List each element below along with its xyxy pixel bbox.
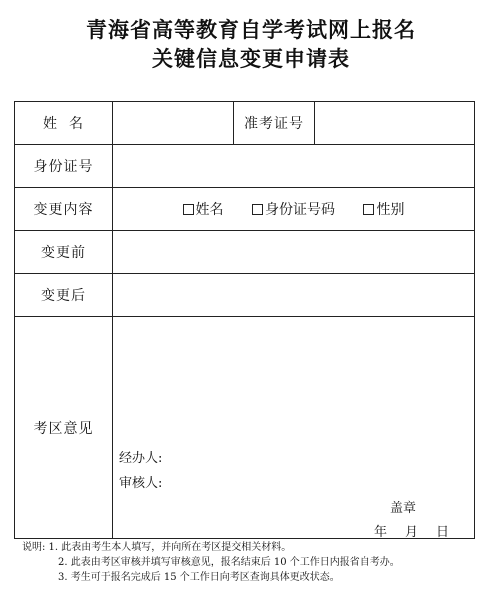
form-title-line1: 青海省高等教育自学考试网上报名: [86, 17, 416, 42]
name-field: [113, 102, 234, 145]
checkbox-gender: [363, 204, 374, 215]
checkbox-name: [183, 204, 194, 215]
option-gender: [363, 202, 404, 218]
after-change-field: [113, 274, 475, 317]
notes-section: [22, 540, 400, 585]
date-day-label: 日: [436, 525, 450, 540]
change-content-label: 变更内容: [15, 188, 113, 231]
before-change-label: 变更前: [15, 231, 113, 274]
note-line-1: 说明: 1. 此表由考生本人填写，并向所在考区提交相关材料。: [22, 542, 292, 553]
note-line-3: 3. 考生可于报名完成后 15 个工作日向考区查询具体更改状态。: [58, 572, 340, 583]
admission-number-field: [315, 102, 475, 145]
date-year-label: 年: [374, 525, 388, 540]
name-label: 姓 名: [15, 102, 113, 145]
opinion-field: [113, 317, 475, 539]
note-line-2: 2. 此表由考区审核并填写审核意见，报名结束后 10 个工作日内报省自考办。: [58, 557, 400, 568]
before-change-field: [113, 231, 475, 274]
option-id-number: [252, 202, 335, 218]
change-content-options: [113, 188, 475, 231]
id-number-label: 身份证号: [15, 145, 113, 188]
reviewer-label: 审核人:: [119, 476, 163, 491]
checkbox-id-number: [252, 204, 263, 215]
option-gender-label: 性别: [376, 202, 405, 218]
application-form-table: [14, 101, 475, 539]
seal-label: 盖章: [390, 501, 417, 516]
option-id-number-label: 身份证号码: [265, 202, 335, 218]
handler-label: 经办人:: [119, 451, 163, 466]
opinion-label: 考区意见: [15, 317, 113, 539]
option-name: [183, 202, 224, 218]
date-month-label: 月: [405, 525, 419, 540]
admission-number-label: 准考证号: [234, 102, 315, 145]
option-name-label: 姓名: [195, 202, 224, 218]
form-title-line2: 关键信息变更申请表: [152, 46, 350, 71]
id-number-field: [113, 145, 475, 188]
after-change-label: 变更后: [15, 274, 113, 317]
